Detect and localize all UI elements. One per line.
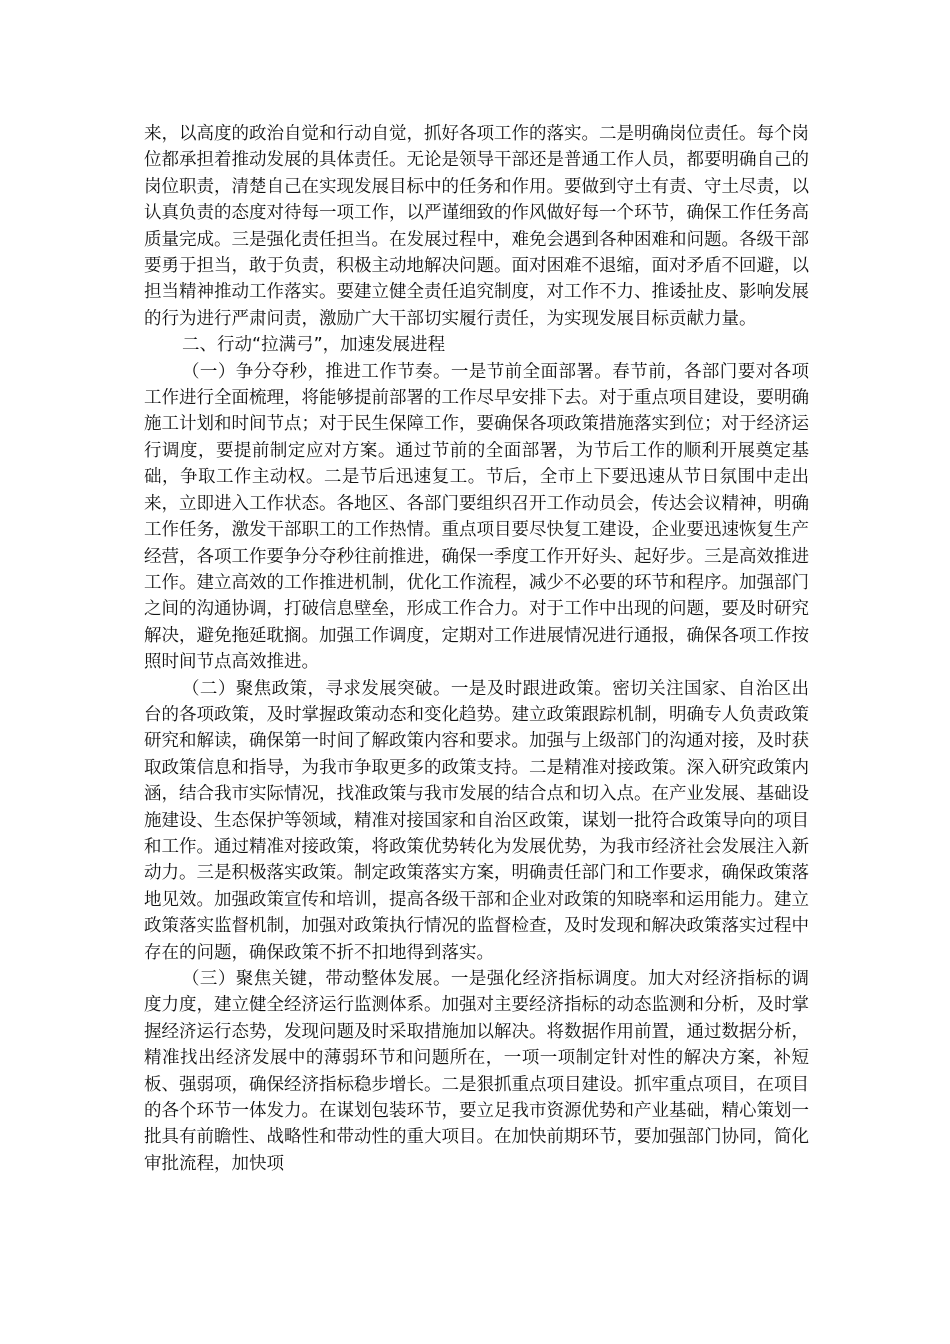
section-heading: 二、行动“拉满弓”，加速发展进程 xyxy=(182,335,446,356)
document-page xyxy=(144,121,809,1177)
paragraph-subsection-1: （一）争分夺秒，推进工作节奏。一是节前全面部署。春节前，各部门要对各项工作进行全面梳理，将能够提前部署的工作尽早安排下去。对于重点项目建设，要明确施工计划和时间节点；对于民生保障工作，要确保各项政策措施落实到位；对于经济运行调度，要提前制定应对方案。通过节前的全面部署，为节后工作的顺利开展奠定基础，争取工作主动权。二是节后迅速复工。节后，全市上下要迅速从节日氛围中走出来，立即进入工作状态。各地区、各部门要组织召开工作动员会，传达会议精神，明确工作任务，激发干部职工的工作热情。重点项目要尽快复工建设，企业要迅速恢复生产经营，各项工作要争分夺秒往前推进，确保一季度工作开好头、起好步。三是高效推进工作。建立高效的工作推进机制，优化工作流程，减少不必要的环节和程序。加强部门之间的沟通协调，打破信息壁垒，形成工作合力。对于工作中出现的问题，要及时研究解决，避免拖延耽搁。加强工作调度，定期对工作进展情况进行通报，确保各项工作按照时间节点高效推进。 xyxy=(144,361,809,673)
paragraph-subsection-2: （二）聚焦政策，寻求发展突破。一是及时跟进政策。密切关注国家、自治区出台的各项政策，及时掌握政策动态和变化趋势。建立政策跟踪机制，明确专人负责政策研究和解读，确保第一时间了解政策内容和要求。加强与上级部门的沟通对接，及时获取政策信息和指导，为我市争取更多的政策支持。二是精准对接政策。深入研究政策内涵，结合我市实际情况，找准政策与我市发展的结合点和切入点。在产业发展、基础设施建设、生态保护等领域，精准对接国家和自治区政策，谋划一批符合政策导向的项目和工作。通过精准对接政策，将政策优势转化为发展优势，为我市经济社会发展注入新动力。三是积极落实政策。制定政策落实方案，明确责任部门和工作要求，确保政策落地见效。加强政策宣传和培训，提高各级干部和企业对政策的知晓率和运用能力。建立政策落实监督机制，加强对政策执行情况的监督检查，及时发现和解决政策落实过程中存在的问题，确保政策不折不扣地得到落实。 xyxy=(144,678,809,963)
paragraph-continuation: 来，以高度的政治自觉和行动自觉，抓好各项工作的落实。二是明确岗位责任。每个岗位都承担着推动发展的具体责任。无论是领导干部还是普通工作人员，都要明确自己的岗位职责，清楚自己在实现发展目标中的任务和作用。要做到守土有责、守土尽责，以认真负责的态度对待每一项工作，以严谨细致的作风做好每一个环节，确保工作任务高质量完成。三是强化责任担当。在发展过程中，难免会遇到各种困难和问题。各级干部要勇于担当，敢于负责，积极主动地解决问题。面对困难不退缩，面对矛盾不回避，以担当精神推动工作落实。要建立健全责任追究制度，对工作不力、推诿扯皮、影响发展的行为进行严肃问责，激励广大干部切实履行责任，为实现发展目标贡献力量。 xyxy=(144,124,809,329)
paragraph-subsection-3: （三）聚焦关键，带动整体发展。一是强化经济指标调度。加大对经济指标的调度力度，建立健全经济运行监测体系。加强对主要经济指标的动态监测和分析，及时掌握经济运行态势，发现问题及时采取措施加以解决。将数据作用前置，通过数据分析，精准找出经济发展中的薄弱环节和问题所在，一项一项制定针对性的解决方案，补短板、强弱项，确保经济指标稳步增长。二是狠抓重点项目建设。抓牢重点项目，在项目的各个环节一体发力。在谋划包装环节，要立足我市资源优势和产业基础，精心策划一批具有前瞻性、战略性和带动性的重大项目。在加快前期环节，要加强部门协同，简化审批流程，加快项 xyxy=(144,969,809,1174)
